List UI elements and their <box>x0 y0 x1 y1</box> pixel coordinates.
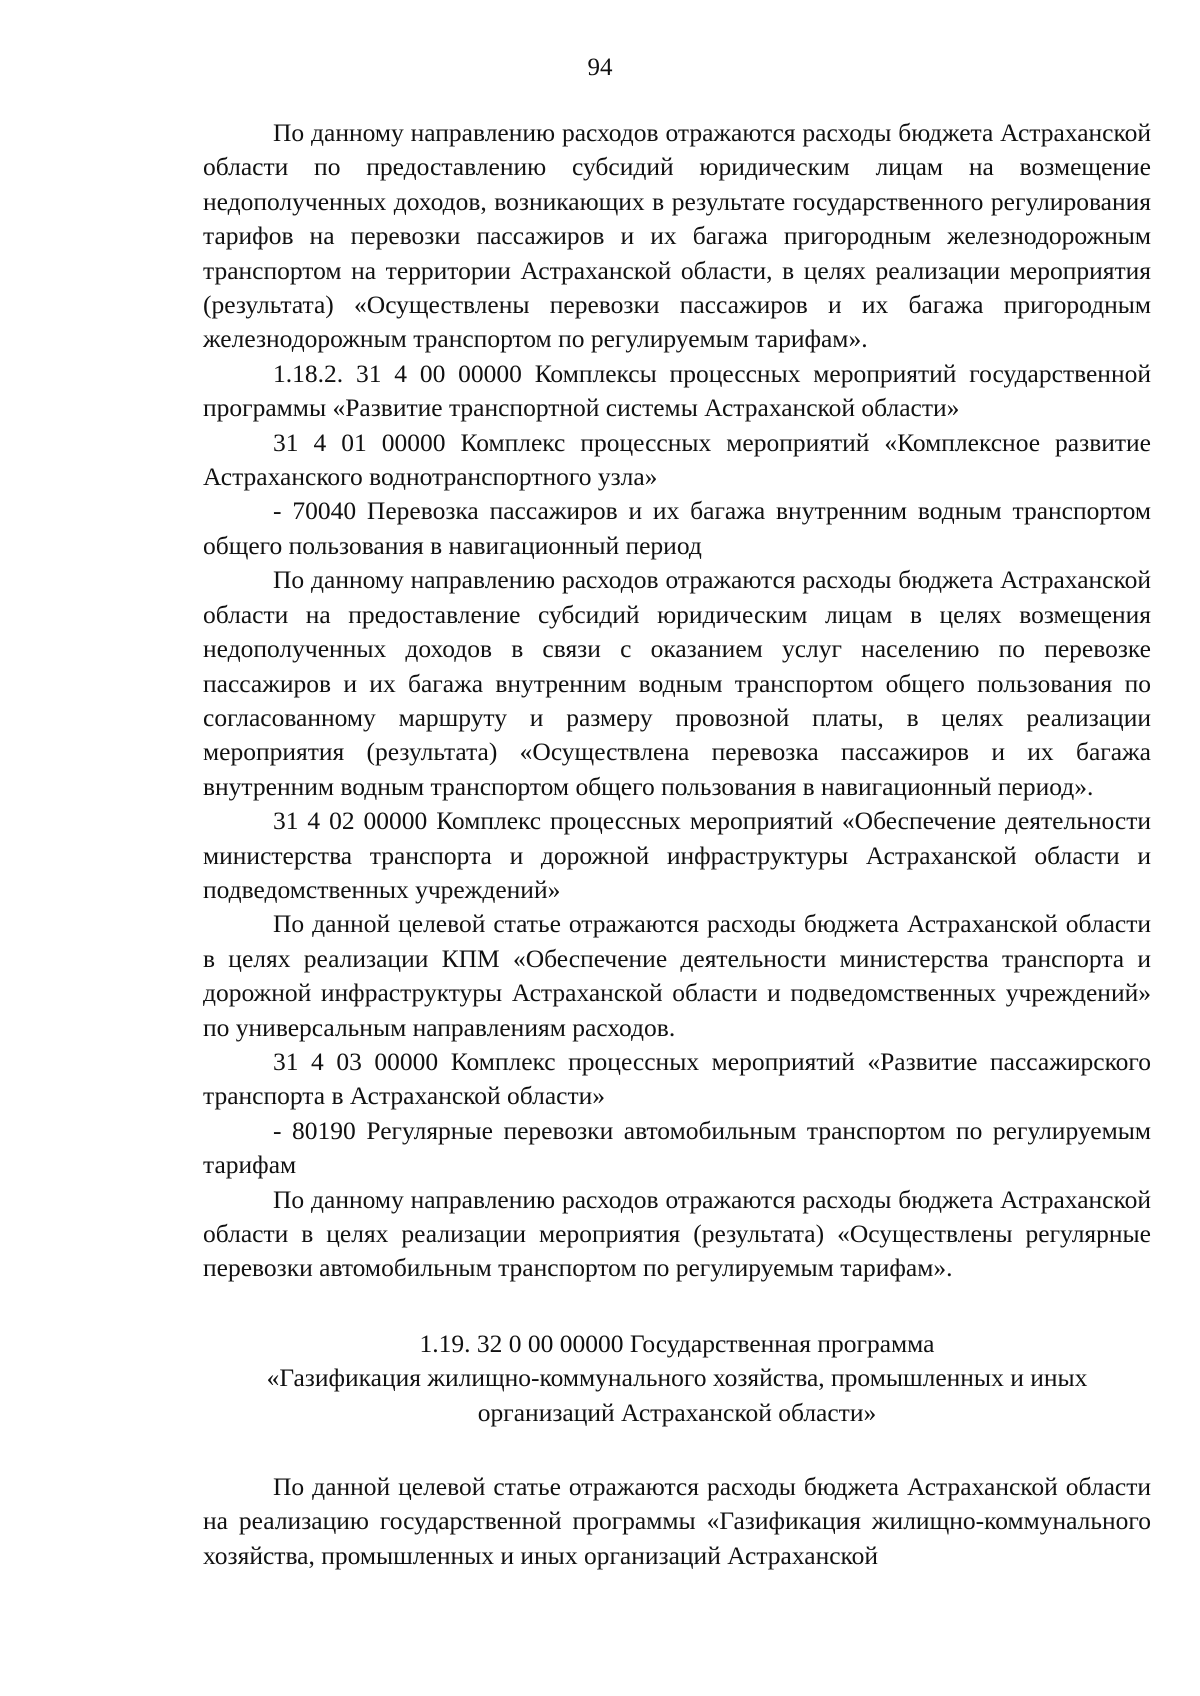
section-heading-line-3: организаций Астраханской области» <box>477 1397 877 1427</box>
paragraph-auto-transport-expenses: По данному направлению расходов отражаются расходы бюджета Астраханской области в целях реализации мероприятия (результата) «Осуществлены регулярные перевозки автомобильным транспортом по регулируемым тарифам». <box>203 1184 1151 1283</box>
section-heading <box>203 1327 1151 1430</box>
paragraph-ministry-expenses: По данной целевой статье отражаются расходы бюджета Астраханской области в целях реализации КПМ «Обеспечение деятельности министерства транспорта и дорожной инфраструктуры Астраханской области и подведомственных учреждений» по универсальным направлениям расходов. <box>203 909 1151 1042</box>
paragraph-rail-subsidies: По данному направлению расходов отражаются расходы бюджета Астраханской области по предоставлению субсидий юридическим лицам на возмещение недополученных доходов, возникающих в результате государственного регулирования тарифов на перевозки пассажиров и их багажа пригородным железнодорожным транспортом на территории Астраханской области, в целях реализации мероприятия (результата) «Осуществлены перевозки пассажиров и их багажа пригородным железнодорожным транспортом по регулируемым тарифам». <box>203 118 1151 354</box>
page-number: 94 <box>587 54 613 81</box>
paragraph-kpm-water-transport: 31 4 01 00000 Комплекс процессных мероприятий «Комплексное развитие Астраханского воднотранспортного узла» <box>203 427 1151 492</box>
section-heading-line-1: 1.19. 32 0 00 00000 Государственная программа <box>419 1328 935 1358</box>
paragraph-kpm-passenger-transport: 31 4 03 00000 Комплекс процессных мероприятий «Развитие пассажирского транспорта в Астраханской области» <box>203 1046 1151 1111</box>
paragraph-kpm-ministry: 31 4 02 00000 Комплекс процессных мероприятий «Обеспечение деятельности министерства транспорта и дорожной инфраструктуры Астраханской области и подведомственных учреждений» <box>203 806 1151 904</box>
paragraph-kpm-transport-system: 1.18.2. 31 4 00 00000 Комплексы процессных мероприятий государственной программы «Развитие транспортной системы Астраханской области» <box>203 358 1151 423</box>
paragraph-gasification-program: По данной целевой статье отражаются расходы бюджета Астраханской области на реализацию государственной программы «Газификация жилищно-коммунального хозяйства, промышленных и иных организаций Астраханской <box>203 1472 1151 1570</box>
section-heading-line-2: «Газификация жилищно-коммунального хозяйства, промышленных и иных <box>266 1363 1088 1393</box>
paragraph-item-70040: - 70040 Перевозка пассажиров и их багажа внутренним водным транспортом общего пользования в навигационный период <box>203 496 1151 560</box>
document-body <box>203 116 1151 1573</box>
paragraph-item-80190: - 80190 Регулярные перевозки автомобильным транспортом по регулируемым тарифам <box>203 1115 1151 1180</box>
paragraph-water-subsidies: По данному направлению расходов отражаются расходы бюджета Астраханской области на предоставление субсидий юридическим лицам в целях возмещения недополученных доходов в связи с оказанием услуг населению по перевозке пассажиров и их багажа внутренним водным транспортом общего пользования по согласованному маршруту и размеру провозной платы, в целях реализации мероприятия (результата) «Осуществлена перевозка пассажиров и их багажа внутренним водным транспортом общего пользования в навигационный период». <box>203 565 1151 801</box>
